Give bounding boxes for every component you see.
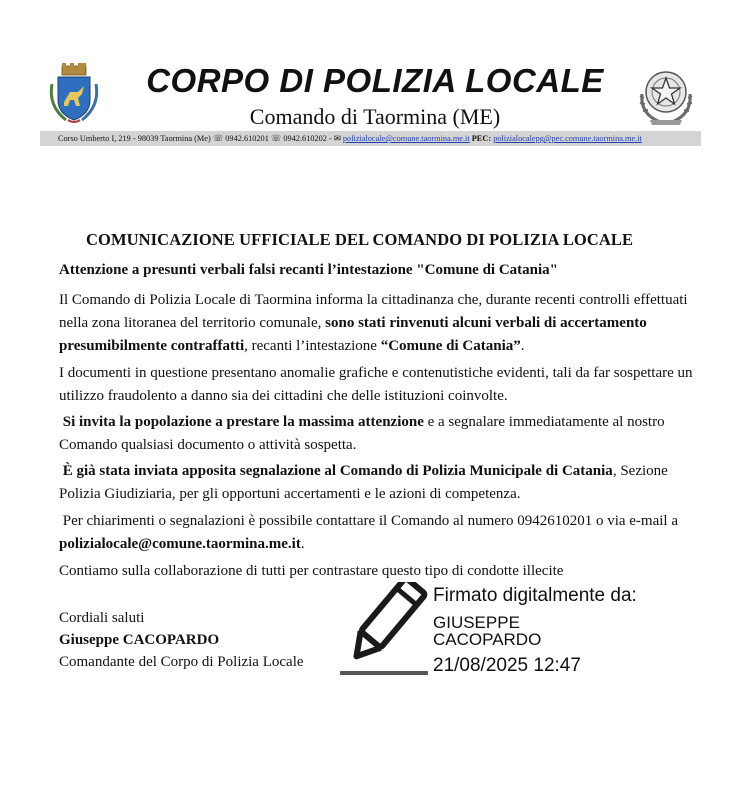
pec-link[interactable]: polizialocalepg@pec.comune.taormina.me.it bbox=[493, 134, 642, 143]
email-icon: ✉ bbox=[333, 134, 341, 143]
p1-bold-d: “Comune di Catania” bbox=[380, 338, 521, 354]
paragraph-6: Contiamo sulla collaborazione di tutti per contrastare questo tipo di condotte illecite bbox=[59, 563, 564, 579]
p5-text-c: . bbox=[300, 536, 305, 552]
closing-block bbox=[59, 607, 304, 673]
address-text: Corso Umberto I, 219 - 98039 Taormina (Me) bbox=[58, 134, 211, 143]
fax-icon: ☏ bbox=[270, 134, 282, 143]
p5-text-a: Per chiarimenti o segnalazioni è possibile contattare il Comando al numero 0942610201 o via e-mail a bbox=[62, 513, 678, 529]
page-subtitle: Comando di Taormina (ME) bbox=[249, 104, 501, 129]
phone-1-text: 0942.610201 bbox=[225, 134, 269, 143]
signature-block bbox=[433, 584, 637, 678]
pec-colon: : bbox=[488, 134, 492, 143]
contact-bar bbox=[40, 131, 701, 146]
document-subheading: Attenzione a presunti verbali falsi recanti l’intestazione "Comune di Catania" bbox=[59, 262, 558, 278]
email-link[interactable]: polizialocale@comune.taormina.me.it bbox=[342, 134, 470, 143]
paragraph-4 bbox=[59, 460, 699, 506]
phone-icon: ☏ bbox=[212, 134, 224, 143]
digital-signature-pen-icon bbox=[338, 582, 430, 678]
phone-2-text: 0942.610202 - bbox=[283, 134, 332, 143]
paragraph-2: I documenti in questione presentano anomalie grafiche e contenutistiche evidenti, tali da far sospettare un utilizzo fraudolento a danno sia dei cittadini che delle istituzioni coinvolte. bbox=[59, 365, 693, 404]
p1-text-c: , recanti l’intestazione bbox=[244, 338, 377, 354]
p1-bold-b: sono stati rinvenuti alcuni verbali di accertamento presumibilmente contraffatti bbox=[59, 315, 647, 354]
p4-bold-a: È già stata inviata apposita segnalazione al Comando di Polizia Municipale di Catania bbox=[62, 463, 613, 479]
signer-name: Giuseppe CACOPARDO bbox=[59, 632, 220, 648]
p4-text-b: , Sezione Polizia Giudiziaria, per gli opportuni accertamenti e le azioni di competenza. bbox=[59, 463, 668, 502]
p1-text-e: . bbox=[520, 338, 525, 354]
p3-bold-a: Si invita la popolazione a prestare la massima attenzione bbox=[62, 414, 424, 430]
paragraph-3 bbox=[59, 411, 699, 457]
closing-greeting: Cordiali saluti bbox=[59, 610, 145, 626]
page-title: CORPO DI POLIZIA LOCALE bbox=[146, 62, 604, 99]
p1-text-a: Il Comando di Polizia Locale di Taormina informa la cittadinanza che, durante recenti controlli effettuati nella zona litoranea del territorio comunale, bbox=[59, 292, 688, 331]
paragraph-5 bbox=[59, 510, 699, 556]
document-heading: COMUNICAZIONE UFFICIALE DEL COMANDO DI POLIZIA LOCALE bbox=[86, 230, 634, 249]
p3-text-b: e a segnalare immediatamente al nostro Comando qualsiasi documento o attività sospetta. bbox=[59, 414, 665, 453]
signer-role: Comandante del Corpo di Polizia Locale bbox=[59, 654, 304, 670]
signature-date: 21/08/2025 12:47 bbox=[433, 655, 581, 676]
pec-label: PEC bbox=[471, 134, 489, 143]
paragraph-1 bbox=[59, 289, 699, 358]
p5-email-bold: polizialocale@comune.taormina.me.it bbox=[59, 536, 301, 552]
signature-name: GIUSEPPE CACOPARDO bbox=[433, 613, 542, 649]
signature-label: Firmato digitalmente da: bbox=[433, 585, 637, 606]
